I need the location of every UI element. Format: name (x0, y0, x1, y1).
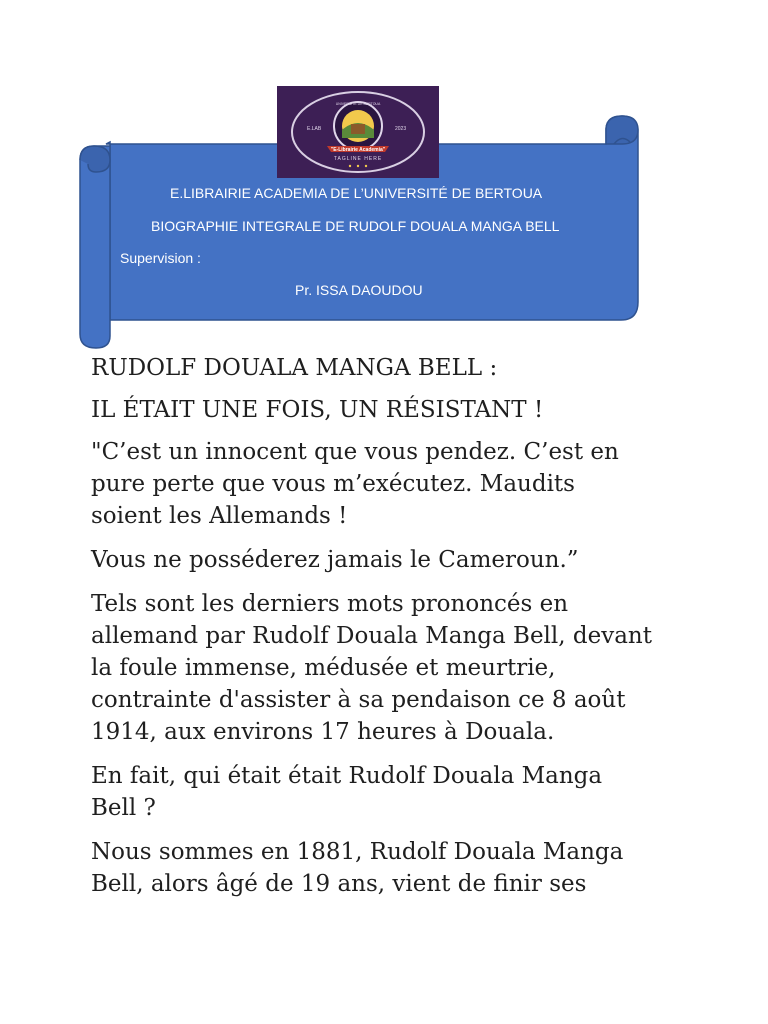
article-paragraph-quote: "C’est un innocent que vous pendez. C’est en pure perte que vous m’exécutez. Maudits soient les Allemands ! (91, 439, 619, 529)
banner-supervision-label: Supervision : (120, 250, 201, 266)
logo-tagline: TAGLINE HERE (333, 156, 383, 162)
banner-supervisor-name: Pr. ISSA DAOUDOU (295, 282, 423, 298)
logo-ribbon-text: "E-Librairie Academia" (330, 147, 386, 153)
logo-ring-text: UNIVERSITÉ DE BERTOUA (335, 102, 381, 106)
article-paragraph-question: En fait, qui était était Rudolf Douala Manga Bell ? (91, 763, 603, 821)
library-logo (277, 86, 439, 178)
article-paragraph-1881: Nous sommes en 1881, Rudolf Douala Manga Bell, alors âgé de 19 ans, vient de finir ses (91, 839, 624, 897)
article-title-line-2: IL ÉTAIT UNE FOIS, UN RÉSISTANT ! (91, 397, 544, 423)
article-title-line-1: RUDOLF DOUALA MANGA BELL : (91, 355, 498, 381)
article-paragraph-last-words: Tels sont les derniers mots prononcés en allemand par Rudolf Douala Manga Bell, devant la foule immense, médusée et meurtrie, contrainte d'assister à sa pendaison ce 8 août 1914, aux environs 17 heures à Douala. (91, 591, 652, 745)
logo-left-text: E.LAB (307, 126, 322, 132)
article-paragraph-quote-end: Vous ne posséderez jamais le Cameroun.” (91, 547, 579, 573)
article-body (91, 352, 691, 912)
banner-title-line: E.LIBRAIRIE ACADEMIA DE L’UNIVERSITÉ DE BERTOUA (170, 185, 543, 201)
banner-subtitle-line: BIOGRAPHIE INTEGRALE DE RUDOLF DOUALA MANGA BELL (151, 218, 560, 234)
logo-right-text: 2023 (395, 126, 407, 132)
